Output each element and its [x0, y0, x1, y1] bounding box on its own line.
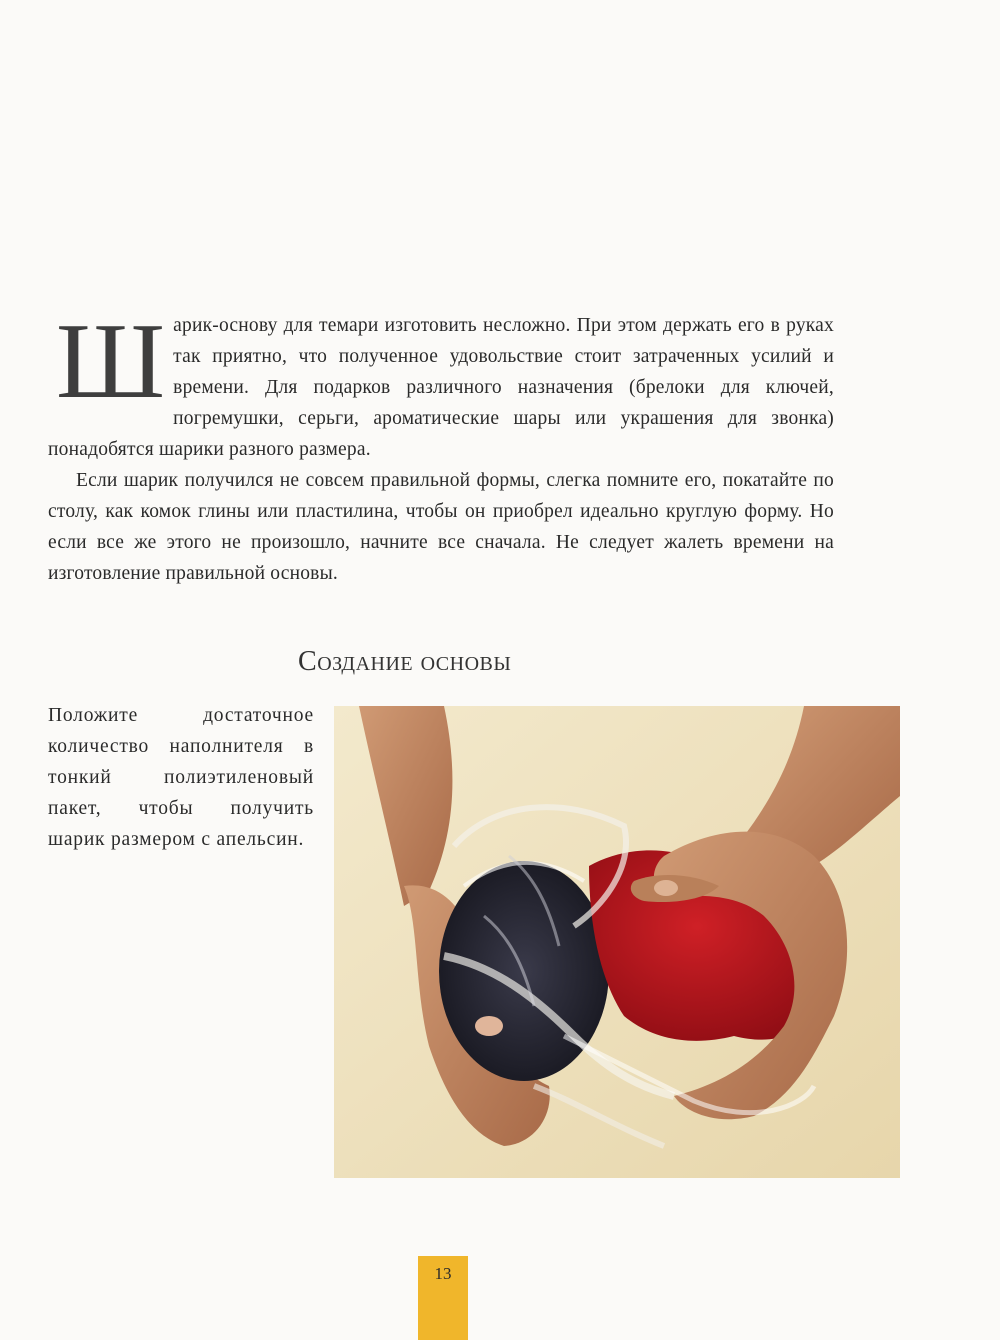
intro-text	[48, 302, 834, 589]
section-heading-rest: оздание основы	[317, 646, 512, 677]
photo-caption: Положите достаточное количество наполнителя в тонкий полиэтиленовый пакет, чтобы получить шарик размером с апельсин.	[48, 705, 314, 850]
page-number-tab	[418, 1256, 468, 1340]
section-heading	[298, 646, 511, 678]
intro-paragraph-2: Если шарик получился не совсем правильной формы, слегка помните его, покатайте по столу, как комок глины или пластилина, чтобы он приобрел идеально круглую форму. Но если все же этого не произошло, начните все сначала. Не следует жалеть времени на изготовление правильной основы.	[48, 470, 834, 584]
page-number: 13	[434, 1264, 452, 1283]
intro-paragraph-1: арик-основу для темари изготовить несложно. При этом держать его в руках так приятно, что полученное удовольствие стоит затраченных усилий и времени. Для подарков различного назначения (брелоки для ключей, погремушки, серьги, ароматические шары или украшения для звонка) понадобятся шарики разного размера.	[48, 315, 834, 460]
drop-cap: Ш	[56, 302, 166, 421]
hands-with-bag-photo	[334, 706, 900, 1178]
section-heading-initial: С	[298, 646, 318, 677]
